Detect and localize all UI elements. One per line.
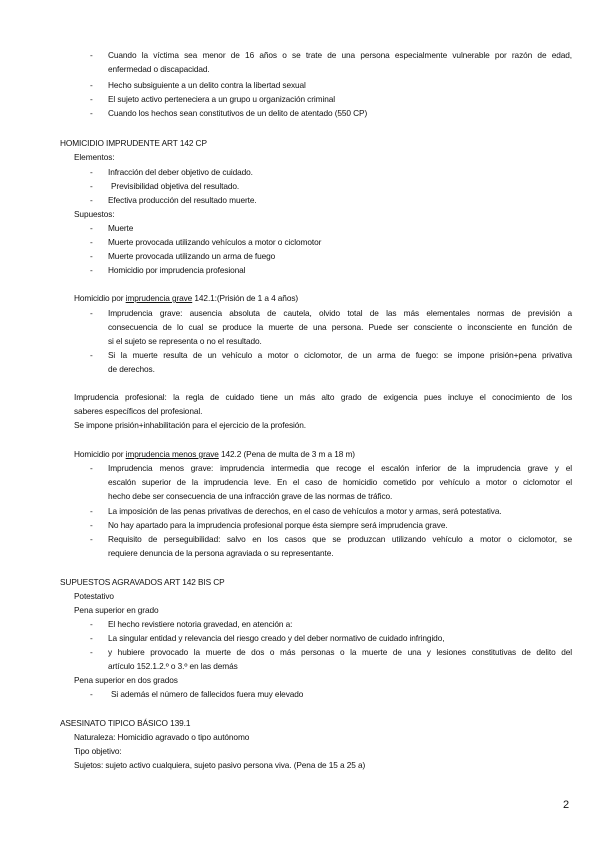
- list-item: El sujeto activo perteneciera a un grupo u organización criminal: [108, 94, 335, 104]
- section-heading: SUPUESTOS AGRAVADOS ART 142 BIS CP: [60, 577, 225, 587]
- list-item-continuation: consecuencia de lo cual se produce la muerte de una persona. Puede ser consciente o inconsciente en función de: [108, 322, 572, 332]
- list-item-continuation: de derechos.: [108, 364, 155, 374]
- list-item: Imprudencia menos grave: imprudencia intermedia que recoge el escalón inferior de la imprudencia grave y el: [108, 463, 572, 473]
- subheading: Pena superior en grado: [74, 605, 159, 615]
- list-item: Muerte: [108, 223, 134, 233]
- list-item: Efectiva producción del resultado muerte.: [108, 195, 257, 205]
- bullet-marker: -: [90, 94, 93, 104]
- bullet-marker: -: [90, 633, 93, 643]
- bullet-marker: -: [90, 167, 93, 177]
- paragraph: Sujetos: sujeto activo cualquiera, sujeto pasivo persona viva. (Pena de 15 a 25 a): [74, 760, 366, 770]
- list-item: Muerte provocada utilizando un arma de fuego: [108, 251, 276, 261]
- list-item: No hay apartado para la imprudencia profesional porque ésta siempre será imprudencia grave.: [108, 520, 448, 530]
- list-item-continuation: artículo 152.1.2.º o 3.º en las demás: [108, 661, 238, 671]
- paragraph-continuation: saberes específicos del profesional.: [74, 406, 203, 416]
- subheading-imprudencia-menos-grave: [74, 447, 355, 461]
- subheading-text: Homicidio por: [74, 293, 126, 303]
- bullet-marker: -: [90, 251, 93, 261]
- list-item: Cuando los hechos sean constitutivos de un delito de atentado (550 CP): [108, 108, 368, 118]
- list-item: Si además el número de fallecidos fuera muy elevado: [111, 689, 304, 699]
- bullet-marker: -: [90, 108, 93, 118]
- bullet-marker: -: [90, 520, 93, 530]
- list-item-continuation: hecho debe ser consecuencia de una infracción grave de las normas de tráfico.: [108, 491, 393, 501]
- bullet-marker: -: [90, 237, 93, 247]
- bullet-marker: -: [90, 80, 93, 90]
- subheading-text: Homicidio por: [74, 449, 126, 459]
- bullet-marker: -: [90, 223, 93, 233]
- subheading-text: 142.1:(Prisión de 1 a 4 años): [192, 293, 299, 303]
- list-item: El hecho revistiere notoria gravedad, en atención a:: [108, 619, 293, 629]
- paragraph: Naturaleza: Homicidio agravado o tipo autónomo: [74, 732, 250, 742]
- list-item: y hubiere provocado la muerte de dos o más personas o la muerte de una y lesiones constitutivas de delito del: [108, 647, 572, 657]
- list-item: La singular entidad y relevancia del riesgo creado y del deber normativo de cuidado infringido,: [108, 633, 445, 643]
- bullet-marker: -: [90, 308, 93, 318]
- list-item: Hecho subsiguiente a un delito contra la libertad sexual: [108, 80, 306, 90]
- bullet-marker: -: [90, 647, 93, 657]
- section-heading: ASESINATO TIPICO BÁSICO 139.1: [60, 718, 191, 728]
- list-item-continuation: requiere denuncia de la persona agraviada o su representante.: [108, 548, 334, 558]
- bullet-marker: -: [90, 619, 93, 629]
- bullet-marker: -: [90, 689, 93, 699]
- list-item: Infracción del deber objetivo de cuidado.: [108, 167, 253, 177]
- list-item: Imprudencia grave: ausencia absoluta de cautela, olvido total de las más elementales normas de previsión a: [108, 308, 572, 318]
- subheading: Potestativo: [74, 591, 114, 601]
- subheading-text: 142.2 (Pena de multa de 3 m a 18 m): [218, 449, 355, 459]
- bullet-marker: -: [90, 195, 93, 205]
- bullet-marker: -: [90, 50, 93, 60]
- bullet-marker: -: [90, 463, 93, 473]
- underlined-term: imprudencia grave: [125, 293, 193, 303]
- subheading: Elementos:: [74, 152, 115, 162]
- paragraph: Tipo objetivo:: [74, 746, 122, 756]
- list-item: La imposición de las penas privativas de derechos, en el caso de vehículos a motor y armas, será potestativa.: [108, 506, 502, 516]
- subheading-imprudencia-grave: [74, 291, 298, 305]
- paragraph: Imprudencia profesional: la regla de cuidado tiene un más alto grado de exigencia pues incluye el conocimiento de los: [74, 392, 572, 402]
- list-item: Previsibilidad objetiva del resultado.: [111, 181, 240, 191]
- list-item-continuation: escalón superior de la imprudencia leve. En el caso de homicidio cometido por vehículo a motor o ciclomotor el: [108, 477, 572, 487]
- list-item: Homicidio por imprudencia profesional: [108, 265, 246, 275]
- list-item-continuation: enfermedad o discapacidad.: [108, 64, 210, 74]
- paragraph: Se impone prisión+inhabilitación para el ejercicio de la profesión.: [74, 420, 306, 430]
- list-item: Cuando la víctima sea menor de 16 años o se trate de una persona especialmente vulnerable por razón de edad,: [108, 50, 572, 60]
- list-item-continuation: si el sujeto se representa o no el resultado.: [108, 336, 262, 346]
- underlined-term: imprudencia menos grave: [125, 449, 219, 459]
- page-number: 2: [563, 799, 570, 811]
- bullet-marker: -: [90, 265, 93, 275]
- list-item: Requisito de perseguibilidad: salvo en los casos que se produzcan utilizando vehículo a motor o ciclomotor, se: [108, 534, 572, 544]
- list-item: Muerte provocada utilizando vehículos a motor o ciclomotor: [108, 237, 322, 247]
- bullet-marker: -: [90, 534, 93, 544]
- bullet-marker: -: [90, 181, 93, 191]
- subheading: Pena superior en dos grados: [74, 675, 178, 685]
- section-heading: HOMICIDIO IMPRUDENTE ART 142 CP: [60, 138, 207, 148]
- subheading: Supuestos:: [74, 209, 115, 219]
- bullet-marker: -: [90, 506, 93, 516]
- bullet-marker: -: [90, 350, 93, 360]
- list-item: Si la muerte resulta de un vehículo a motor o ciclomotor, de un arma de fuego: se impone prisión+pena privativa: [108, 350, 572, 360]
